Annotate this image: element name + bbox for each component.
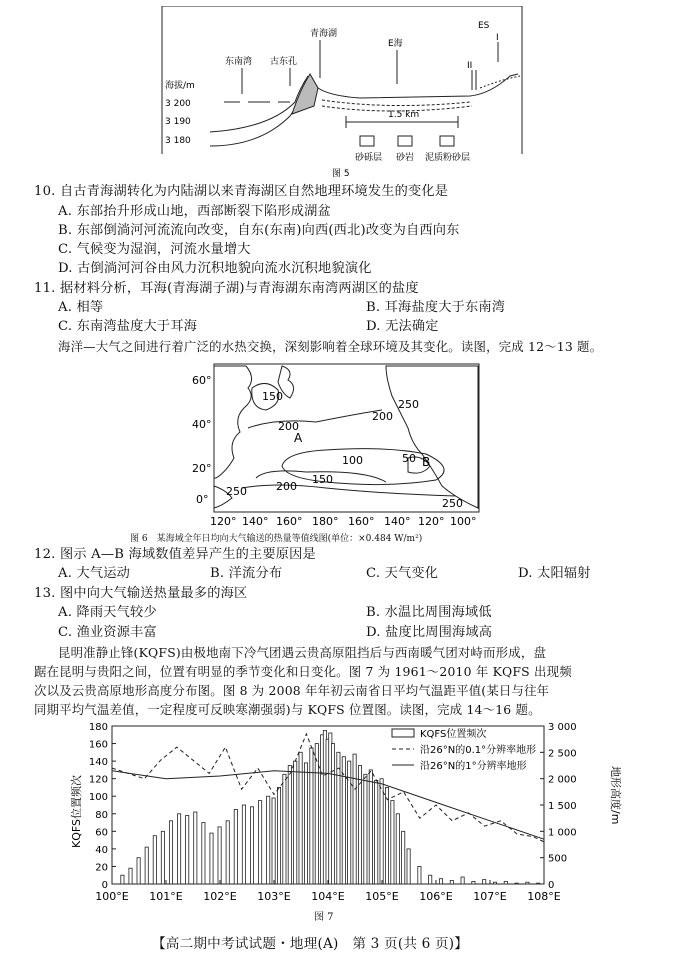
fig7-bar xyxy=(526,882,529,884)
fig7-bar xyxy=(472,881,475,884)
fig7-bar xyxy=(178,814,181,884)
fig6-contour-250-c: 250 xyxy=(442,497,463,510)
fig5-ytick-3200: 3 200 xyxy=(165,99,191,109)
fig5-ytick-3180: 3 180 xyxy=(165,136,191,146)
fig7-legend xyxy=(392,727,536,772)
fig6-lon-160w: 160° xyxy=(348,515,375,528)
fig7-bar xyxy=(272,798,275,884)
fig7-bar xyxy=(259,801,262,884)
fig7-bar xyxy=(304,763,307,884)
q13-stem: 13. 图中向大气输送热量最多的海区 xyxy=(34,586,248,601)
q12-option-a: A. 大气运动 xyxy=(58,566,131,581)
fig6-lon-160: 160° xyxy=(276,515,303,528)
fig6-contour-200-c: 200 xyxy=(276,480,297,493)
q10-option-d: D. 古倒淌河河谷由风力沉积地貌向流水沉积地貌演化 xyxy=(58,261,372,276)
fig5-ytick-3190: 3 190 xyxy=(165,117,191,127)
fig6-lon-180: 180° xyxy=(312,515,339,528)
fig7-bar xyxy=(137,858,140,884)
fig6-contour-250-b: 250 xyxy=(226,485,247,498)
fig7-bar xyxy=(504,881,507,884)
fig7-bar xyxy=(194,812,197,884)
fig7-ytick-right-label: 0 xyxy=(548,880,555,891)
fig7-bar xyxy=(396,814,399,884)
fig7-ytick-right-label: 1 500 xyxy=(548,801,577,812)
fig7-bar xyxy=(310,748,313,884)
fig7-bar xyxy=(439,879,442,884)
q10-option-c: C. 气候变为湿润，河流水量增大 xyxy=(58,242,251,257)
fig7-bar xyxy=(315,744,318,884)
fig6-point-a: A xyxy=(294,431,303,445)
page-footer: 【高二期中考试试题・地理(A) 第 3 页(共 6 页)】 xyxy=(152,936,469,952)
q13-option-d: D. 盐度比周围海域高 xyxy=(366,625,493,640)
fig7-bar xyxy=(202,823,205,884)
fig7-ylabel-right: 地形高度/m xyxy=(609,766,622,825)
fig7-xtick-label: 103°E xyxy=(257,890,291,903)
fig7-bar xyxy=(234,809,237,884)
fig7-ytick-right-label: 2 000 xyxy=(548,774,577,786)
fig7-xtick-label: 108°E xyxy=(527,890,561,903)
intro-14-line-3: 次以及云贵高原地形高度分布图。图 8 为 2008 年年初云南省日平均气温距平值(某日与往年 xyxy=(34,683,550,698)
fig5-label-qinghai: 青海湖 xyxy=(310,29,338,39)
intro-12-13: 海洋—大气之间进行着广泛的水热交换，深刻影响着全球环境及其变化。读图，完成 12～13 题。 xyxy=(58,339,603,354)
q13-option-c: C. 渔业资源丰富 xyxy=(58,625,157,640)
fig7-xtick-label: 104°E xyxy=(311,890,345,903)
q11-option-d: D. 无法确定 xyxy=(366,319,439,334)
fig7-bar xyxy=(129,868,132,884)
fig5-label-ancient-east: 古东孔 xyxy=(270,57,298,67)
fig7-bar xyxy=(429,875,432,884)
fig7-legend-bars: KQFS位置频次 xyxy=(420,729,487,740)
fig6-lon-140w: 140° xyxy=(384,515,411,528)
fig7-bar xyxy=(288,766,291,885)
fig5-legend-1: 砂砾层 xyxy=(355,153,383,163)
fig7-ytick-right-label: 1 000 xyxy=(548,827,577,839)
fig7-bar xyxy=(267,796,270,884)
fig7-ylabel-left: KQFS位置频次 xyxy=(70,775,83,848)
q11-option-c: C. 东南湾盐度大于耳海 xyxy=(58,319,198,334)
fig7-caption: 图 7 xyxy=(314,912,334,923)
figure-7-chart xyxy=(66,718,626,928)
fig6-lon-100w: 100° xyxy=(450,515,477,528)
fig7-bar xyxy=(537,883,540,884)
fig6-contour-50: 50 xyxy=(402,452,416,465)
fig6-lat-40: 40° xyxy=(192,418,212,431)
intro-14-line-1: 昆明准静止锋(KQFS)由极地南下冷气团遇云贵高原阻挡后与西南暖气团对峙而形成，盘 xyxy=(58,645,547,660)
q10-stem: 10. 自古青海湖转化为内陆湖以来青海湖区自然地理环境发生的变化是 xyxy=(34,184,449,199)
q12-option-c: C. 天气变化 xyxy=(366,566,439,581)
fig7-bar xyxy=(186,816,189,885)
q13-option-b: B. 水温比周围海域低 xyxy=(366,605,492,620)
fig7-ytick-right-label: 2 500 xyxy=(548,748,577,760)
fig7-bar xyxy=(402,831,405,884)
fig5-ylabel: 海拔/m xyxy=(165,81,195,91)
fig7-bar xyxy=(337,752,340,884)
fig6-caption: 图 6 某海域全年日均向大气输送的热量等值线图(单位：×0.484 W/m²) xyxy=(130,534,423,544)
q11-option-b: B. 耳海盐度大于东南湾 xyxy=(366,300,506,315)
fig7-ytick-right-label: 3 000 xyxy=(548,722,577,733)
fig7-bar xyxy=(169,821,172,884)
q12-option-d: D. 太阳辐射 xyxy=(518,566,591,581)
fig7-bar xyxy=(353,754,356,884)
fig7-legend-coarse: 沿26°N的1°分辨率地形 xyxy=(420,761,527,772)
fig7-bar xyxy=(121,875,124,884)
fig5-legend-3: 泥质粉砂层 xyxy=(425,153,471,163)
fig7-bar xyxy=(161,831,164,884)
fig5-marker-II: II xyxy=(467,61,473,71)
fig5-marker-I: I xyxy=(496,33,499,43)
fig7-bar xyxy=(331,744,334,884)
fig6-point-b: B xyxy=(422,455,431,469)
figure-5 xyxy=(160,6,526,178)
fig7-bar xyxy=(250,807,253,884)
fig7-bar xyxy=(418,866,421,884)
fig6-contour-200-b: 200 xyxy=(372,410,393,423)
fig6-lon-120w-l: 120° xyxy=(210,515,237,528)
fig6-lon-120w: 120° xyxy=(418,515,445,528)
fig7-ytick-left-label: 40 xyxy=(95,844,108,856)
q12-stem: 12. 图示 A—B 海域数值差异产生的主要原因是 xyxy=(34,547,316,562)
fig6-contour-100: 100 xyxy=(342,454,363,467)
fig6-contour-200-a: 200 xyxy=(278,420,299,433)
fig7-ytick-left-label: 0 xyxy=(101,880,108,891)
q10-option-b: B. 东部倒淌河河流流向改变，自东(东南)向西(西北)改变为自西向东 xyxy=(58,223,460,238)
fig7-bar xyxy=(483,880,486,884)
intro-14-line-2: 踞在昆明与贵阳之间，位置有明显的季节变化和日变化。图 7 为 1961～2010 年 KQFS 出现频 xyxy=(34,664,572,679)
fig7-ytick-left-label: 140 xyxy=(88,757,108,769)
q13-option-a: A. 降雨天气较少 xyxy=(58,605,157,620)
fig5-label-southeast-bay: 东南湾 xyxy=(225,57,253,67)
fig7-xtick-label: 106°E xyxy=(419,890,453,903)
fig6-lon-140: 140° xyxy=(242,515,269,528)
fig7-bar xyxy=(450,881,453,885)
q11-stem: 11. 据材料分析，耳海(青海湖子湖)与青海湖东南湾两湖区的盐度 xyxy=(34,281,419,296)
fig5-caption: 图 5 xyxy=(332,169,350,178)
fig7-ytick-left-label: 60 xyxy=(95,827,108,839)
fig7-bar xyxy=(369,770,372,884)
fig7-bar xyxy=(226,821,229,884)
fig7-bar xyxy=(391,801,394,884)
figure-6 xyxy=(186,358,486,530)
q11-option-a: A. 相等 xyxy=(58,300,104,315)
fig7-xtick-label: 107°E xyxy=(473,890,507,903)
fig7-xtick-label: 101°E xyxy=(149,890,183,903)
fig6-lat-20: 20° xyxy=(192,462,212,475)
fig7-xtick-label: 102°E xyxy=(203,890,237,903)
intro-14-line-4: 同期平均气温差值，一定程度可反映寒潮强弱)与 KQFS 位置图。读图，完成 14～16 题。 xyxy=(34,702,541,717)
fig5-label-erhai: E海 xyxy=(388,39,403,49)
fig7-xtick-label: 105°E xyxy=(365,890,399,903)
fig7-bar xyxy=(277,787,280,884)
fig7-bar xyxy=(493,882,496,884)
fig7-bar xyxy=(153,836,156,884)
fig5-label-es: ES xyxy=(478,21,490,31)
fig5-scale: 1.5 km xyxy=(388,110,420,120)
fig7-xtick-label: 100°E xyxy=(95,890,129,903)
fig7-bar xyxy=(461,877,464,884)
fig7-bar xyxy=(218,827,221,884)
fig7-ytick-left-label: 100 xyxy=(88,792,108,804)
fig7-ytick-right-label: 500 xyxy=(548,853,568,865)
fig7-bar xyxy=(364,774,367,884)
fig7-bar xyxy=(380,779,383,884)
fig6-contour-150-b: 150 xyxy=(312,473,333,486)
fig6-contour-250-a: 250 xyxy=(398,398,419,411)
fig7-bar xyxy=(515,883,518,884)
fig7-bar xyxy=(385,787,388,884)
q10-option-a: A. 东部抬升形成山地，西部断裂下陷形成湖盆 xyxy=(58,204,331,219)
fig7-bar xyxy=(210,833,213,884)
fig5-legend-2: 砂岩 xyxy=(396,153,415,163)
fig7-ytick-left-label: 120 xyxy=(88,774,108,786)
fig7-ytick-left-label: 20 xyxy=(95,862,108,874)
fig6-contour-150-a: 150 xyxy=(262,390,283,403)
fig7-bar xyxy=(294,761,297,884)
fig7-legend-fine: 沿26°N的0.1°分辨率地形 xyxy=(420,745,537,756)
q12-option-b: B. 洋流分布 xyxy=(210,566,283,581)
fig7-bar xyxy=(145,847,148,884)
fig7-ytick-left-label: 160 xyxy=(88,739,108,751)
fig7-ytick-left-label: 180 xyxy=(88,722,108,733)
fig7-ytick-left-label: 80 xyxy=(95,809,108,821)
fig7-bar xyxy=(283,774,286,884)
fig7-bar xyxy=(242,805,245,884)
fig6-lat-0: 0° xyxy=(196,493,209,506)
fig6-lat-60: 60° xyxy=(192,374,212,387)
fig7-bar xyxy=(375,780,378,884)
fig7-bar xyxy=(407,849,410,884)
